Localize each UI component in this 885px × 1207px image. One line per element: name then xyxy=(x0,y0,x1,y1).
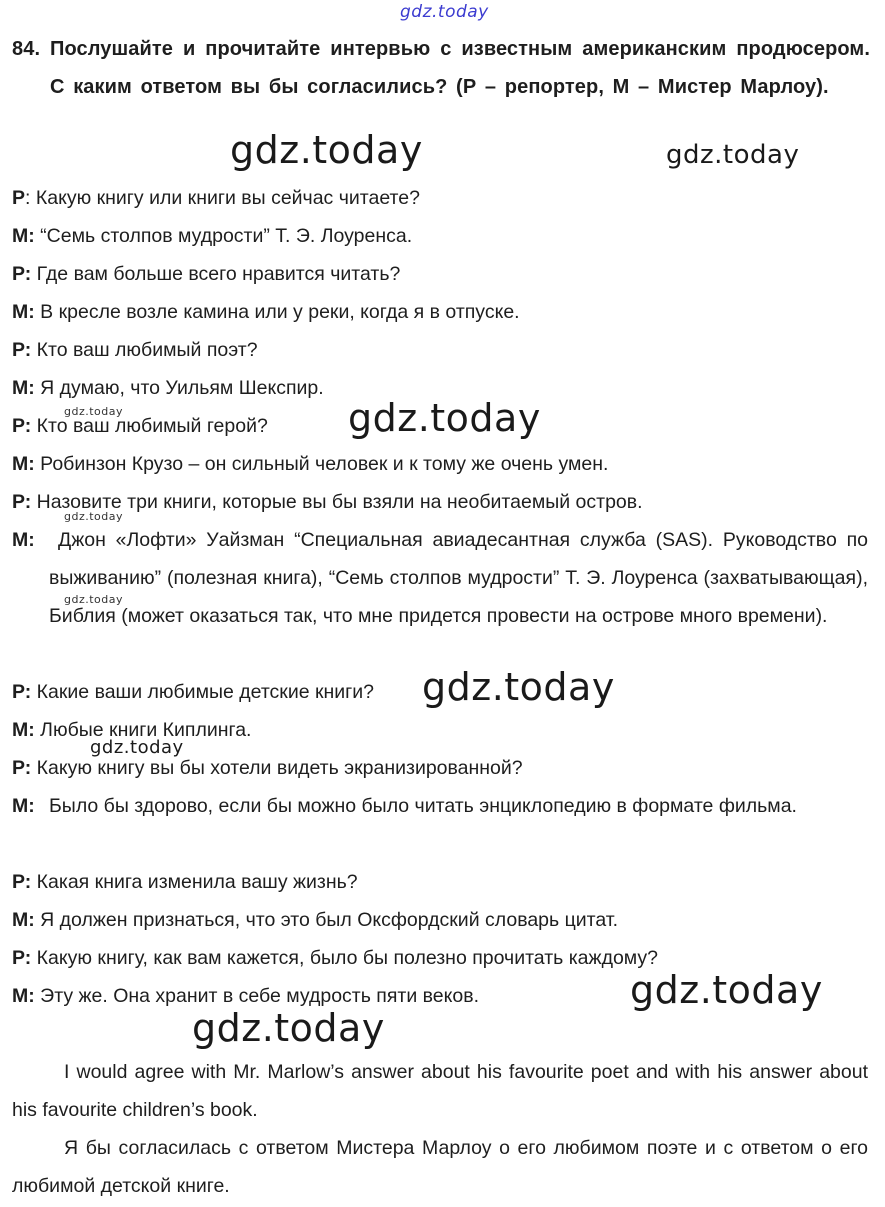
speaker-label: Р xyxy=(12,491,25,513)
dialogue-text: Любые книги Киплинга. xyxy=(40,719,252,741)
dialogue-line-8: М: Робинзон Крузо – он сильный человек и к тому же очень умен. xyxy=(12,453,609,475)
dialogue-line-13: Р: Какую книгу вы бы хотели видеть экранизированной? xyxy=(12,757,523,779)
task-heading xyxy=(12,30,870,106)
speaker-label: М xyxy=(12,909,29,931)
speaker-label: М: xyxy=(12,795,35,817)
speaker-label: М xyxy=(12,377,29,399)
dialogue-text: Где вам больше всего нравится читать? xyxy=(36,263,401,285)
dialogue-text: Кто ваш любимый поэт? xyxy=(36,339,258,361)
watermark: gdz.today xyxy=(348,396,541,440)
dialogue-line-9: Р: Назовите три книги, которые вы бы взяли на необитаемый остров. xyxy=(12,491,643,513)
dialogue-line-15: Р: Какая книга изменила вашу жизнь? xyxy=(12,871,358,893)
dialogue-text: Робинзон Крузо – он сильный человек и к тому же очень умен. xyxy=(40,453,609,475)
dialogue-text: Эту же. Она хранит в себе мудрость пяти веков. xyxy=(40,985,480,1007)
watermark: gdz.today xyxy=(64,405,124,418)
dialogue-line-10 xyxy=(12,521,868,635)
watermark: gdz.today xyxy=(630,968,823,1012)
speaker-label: М xyxy=(12,225,29,247)
dialogue-text: Какую книгу или книги вы сейчас читаете? xyxy=(35,187,420,209)
dialogue-line-1: Р: Какую книгу или книги вы сейчас читаете? xyxy=(12,187,420,209)
dialogue-text: Какую книгу вы бы хотели видеть экранизированной? xyxy=(36,757,523,779)
speaker-label: М xyxy=(12,719,29,741)
watermark: gdz.today xyxy=(192,1006,385,1050)
dialogue-line-6: М: Я думаю, что Уильям Шекспир. xyxy=(12,377,324,399)
watermark: gdz.today xyxy=(64,510,124,523)
speaker-label: М: xyxy=(12,529,35,551)
speaker-label: М xyxy=(12,301,29,323)
speaker-label: Р xyxy=(12,681,25,703)
task-text: Послушайте и прочитайте интервью с известным американским продюсером. С каким ответом вы бы согласились? (Р – репортер, М – Мистер Марлоу). xyxy=(50,38,870,98)
dialogue-line-16: М: Я должен признаться, что это был Оксфордский словарь цитат. xyxy=(12,909,618,931)
watermark: gdz.today xyxy=(422,665,615,709)
header-watermark: gdz.today xyxy=(400,2,489,22)
dialogue-text: “Семь столпов мудрости” Т. Э. Лоуренса. xyxy=(40,225,413,247)
speaker-label: Р xyxy=(12,187,26,209)
dialogue-text: Какую книгу, как вам кажется, было бы полезно прочитать каждому? xyxy=(36,947,659,969)
dialogue-text: Назовите три книги, которые вы бы взяли на необитаемый остров. xyxy=(36,491,643,513)
dialogue-line-17: Р: Какую книгу, как вам кажется, было бы полезно прочитать каждому? xyxy=(12,947,659,969)
speaker-label: Р xyxy=(12,947,25,969)
dialogue-text: Я думаю, что Уильям Шекспир. xyxy=(40,377,324,399)
dialogue-text: Джон «Лофти» Уайзман “Специальная авиадесантная служба (SAS). Руководство по выживанию” (полезная книга), “Семь столпов мудрости” Т. Э. Лоуренса (захватывающая), Библия (может оказаться так, что мне придется провести на острове много времени). xyxy=(49,529,868,627)
task-number: 84. xyxy=(12,38,41,60)
speaker-label: Р xyxy=(12,339,25,361)
speaker-label: М xyxy=(12,985,29,1007)
speaker-label: Р xyxy=(12,757,25,779)
speaker-label: Р xyxy=(12,263,25,285)
answer-english: I would agree with Mr. Marlow’s answer about his favourite poet and with his answer about his favourite children’s book. xyxy=(12,1061,868,1121)
dialogue-line-5: Р: Кто ваш любимый поэт? xyxy=(12,339,258,361)
dialogue-line-12: М: Любые книги Киплинга. xyxy=(12,719,252,741)
dialogue-text: Я должен признаться, что это был Оксфордский словарь цитат. xyxy=(40,909,618,931)
watermark: gdz.today xyxy=(230,128,423,172)
dialogue-line-7: Р: Кто ваш любимый герой? xyxy=(12,415,268,437)
dialogue-text: Какие ваши любимые детские книги? xyxy=(36,681,375,703)
dialogue-line-18: М: Эту же. Она хранит в себе мудрость пяти веков. xyxy=(12,985,480,1007)
watermark: gdz.today xyxy=(90,737,184,758)
dialogue-line-14 xyxy=(12,787,868,825)
answer-russian: Я бы согласилась с ответом Мистера Марлоу о его любимом поэте и с ответом о его любимой детской книге. xyxy=(12,1137,868,1197)
speaker-label: Р xyxy=(12,415,25,437)
dialogue-text: Кто ваш любимый герой? xyxy=(36,415,268,437)
dialogue-text: Какая книга изменила вашу жизнь? xyxy=(36,871,358,893)
dialogue-line-3: Р: Где вам больше всего нравится читать? xyxy=(12,263,401,285)
dialogue-text: Было бы здорово, если бы можно было читать энциклопедию в формате фильма. xyxy=(49,795,797,817)
speaker-label: Р xyxy=(12,871,25,893)
dialogue-text: В кресле возле камина или у реки, когда я в отпуске. xyxy=(40,301,520,323)
speaker-label: М xyxy=(12,453,29,475)
dialogue-line-11: Р: Какие ваши любимые детские книги? xyxy=(12,681,375,703)
watermark: gdz.today xyxy=(666,140,800,170)
watermark: gdz.today xyxy=(64,593,124,606)
dialogue-line-4: М: В кресле возле камина или у реки, когда я в отпуске. xyxy=(12,301,520,323)
dialogue-line-2: М: “Семь столпов мудрости” Т. Э. Лоуренса. xyxy=(12,225,413,247)
